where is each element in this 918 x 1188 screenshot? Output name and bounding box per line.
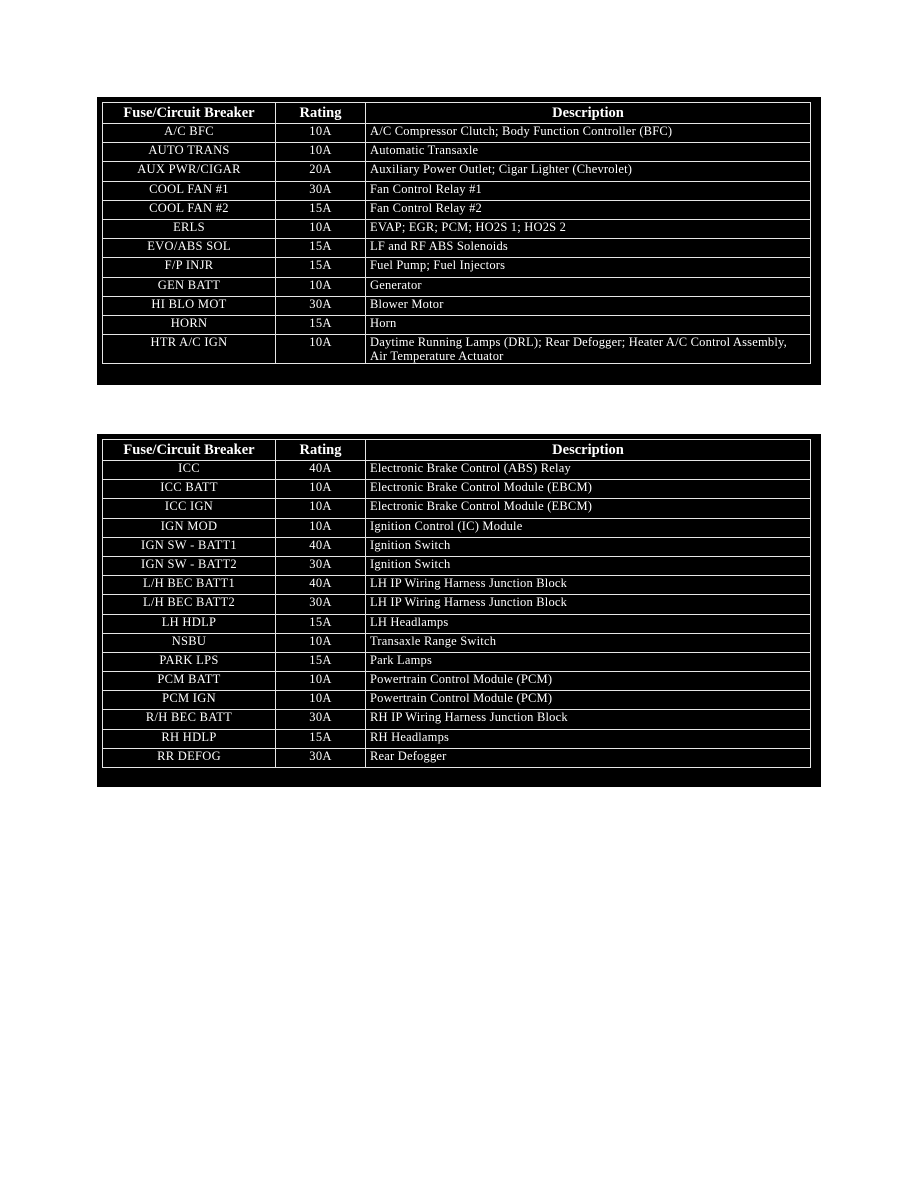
fuse-table-1 — [97, 97, 821, 385]
fuse-name-cell: F/P INJR — [103, 258, 276, 277]
fuse-name-cell: ICC BATT — [103, 480, 276, 499]
table-row — [103, 219, 811, 238]
description-cell: Generator — [366, 277, 811, 296]
table-row — [103, 461, 811, 480]
rating-cell: 10A — [276, 499, 366, 518]
description-cell: Auxiliary Power Outlet; Cigar Lighter (Chevrolet) — [366, 162, 811, 181]
column-header-description: Description — [366, 103, 811, 124]
fuse-name-cell: R/H BEC BATT — [103, 710, 276, 729]
table-row — [103, 710, 811, 729]
rating-cell: 20A — [276, 162, 366, 181]
table-row — [103, 691, 811, 710]
fuse-name-cell: HI BLO MOT — [103, 296, 276, 315]
column-header-fuse: Fuse/Circuit Breaker — [103, 440, 276, 461]
fuse-name-cell: ICC IGN — [103, 499, 276, 518]
fuse-name-cell: PARK LPS — [103, 652, 276, 671]
rating-cell: 30A — [276, 556, 366, 575]
fuse-name-cell: L/H BEC BATT2 — [103, 595, 276, 614]
fuse-name-cell: RR DEFOG — [103, 748, 276, 767]
table-row — [103, 537, 811, 556]
description-cell: Electronic Brake Control Module (EBCM) — [366, 480, 811, 499]
fuse-name-cell: PCM IGN — [103, 691, 276, 710]
fuse-name-cell: ICC — [103, 461, 276, 480]
description-cell: Electronic Brake Control Module (EBCM) — [366, 499, 811, 518]
fuse-name-cell: RH HDLP — [103, 729, 276, 748]
rating-cell: 10A — [276, 143, 366, 162]
table-row — [103, 277, 811, 296]
fuse-name-cell: PCM BATT — [103, 672, 276, 691]
rating-cell: 15A — [276, 315, 366, 334]
fuse-name-cell: L/H BEC BATT1 — [103, 576, 276, 595]
fuse-name-cell: COOL FAN #1 — [103, 181, 276, 200]
fuse-name-cell: AUTO TRANS — [103, 143, 276, 162]
fuse-name-cell: COOL FAN #2 — [103, 200, 276, 219]
table-row — [103, 748, 811, 767]
description-cell: RH IP Wiring Harness Junction Block — [366, 710, 811, 729]
rating-cell: 10A — [276, 518, 366, 537]
fuse-name-cell: HORN — [103, 315, 276, 334]
column-header-rating: Rating — [276, 103, 366, 124]
description-cell: Daytime Running Lamps (DRL); Rear Defogger; Heater A/C Control Assembly, Air Temperature Actuator — [366, 335, 811, 364]
table-header-row — [103, 103, 811, 124]
table-row — [103, 672, 811, 691]
fuse-name-cell: HTR A/C IGN — [103, 335, 276, 364]
rating-cell: 10A — [276, 691, 366, 710]
fuse-name-cell: ERLS — [103, 219, 276, 238]
fuse-name-cell: IGN SW - BATT2 — [103, 556, 276, 575]
fuse-name-cell: IGN SW - BATT1 — [103, 537, 276, 556]
description-cell: Powertrain Control Module (PCM) — [366, 691, 811, 710]
rating-cell: 10A — [276, 633, 366, 652]
rating-cell: 15A — [276, 729, 366, 748]
rating-cell: 10A — [276, 335, 366, 364]
rating-cell: 15A — [276, 200, 366, 219]
description-cell: LF and RF ABS Solenoids — [366, 239, 811, 258]
description-cell: Fan Control Relay #1 — [366, 181, 811, 200]
table-row — [103, 296, 811, 315]
description-cell: Park Lamps — [366, 652, 811, 671]
fuse-name-cell: A/C BFC — [103, 124, 276, 143]
fuse-table-2-grid — [102, 439, 811, 768]
rating-cell: 30A — [276, 181, 366, 200]
description-cell: Transaxle Range Switch — [366, 633, 811, 652]
table-row — [103, 335, 811, 364]
table-row — [103, 556, 811, 575]
description-cell: Powertrain Control Module (PCM) — [366, 672, 811, 691]
rating-cell: 40A — [276, 461, 366, 480]
description-cell: EVAP; EGR; PCM; HO2S 1; HO2S 2 — [366, 219, 811, 238]
rating-cell: 30A — [276, 710, 366, 729]
table-row — [103, 162, 811, 181]
rating-cell: 30A — [276, 595, 366, 614]
rating-cell: 10A — [276, 480, 366, 499]
rating-cell: 30A — [276, 296, 366, 315]
table-row — [103, 518, 811, 537]
description-cell: A/C Compressor Clutch; Body Function Controller (BFC) — [366, 124, 811, 143]
description-cell: RH Headlamps — [366, 729, 811, 748]
table-row — [103, 181, 811, 200]
description-cell: Rear Defogger — [366, 748, 811, 767]
table-row — [103, 200, 811, 219]
rating-cell: 15A — [276, 239, 366, 258]
table-row — [103, 239, 811, 258]
description-cell: Electronic Brake Control (ABS) Relay — [366, 461, 811, 480]
column-header-fuse: Fuse/Circuit Breaker — [103, 103, 276, 124]
table-row — [103, 614, 811, 633]
rating-cell: 10A — [276, 672, 366, 691]
fuse-name-cell: EVO/ABS SOL — [103, 239, 276, 258]
description-cell: LH IP Wiring Harness Junction Block — [366, 595, 811, 614]
rating-cell: 10A — [276, 124, 366, 143]
column-header-rating: Rating — [276, 440, 366, 461]
description-cell: LH IP Wiring Harness Junction Block — [366, 576, 811, 595]
fuse-table-2 — [97, 434, 821, 787]
rating-cell: 15A — [276, 652, 366, 671]
table-row — [103, 499, 811, 518]
fuse-name-cell: AUX PWR/CIGAR — [103, 162, 276, 181]
rating-cell: 10A — [276, 219, 366, 238]
description-cell: Fuel Pump; Fuel Injectors — [366, 258, 811, 277]
table-row — [103, 633, 811, 652]
rating-cell: 15A — [276, 614, 366, 633]
rating-cell: 15A — [276, 258, 366, 277]
fuse-name-cell: LH HDLP — [103, 614, 276, 633]
rating-cell: 30A — [276, 748, 366, 767]
rating-cell: 40A — [276, 537, 366, 556]
fuse-table-1-grid — [102, 102, 811, 364]
table-row — [103, 315, 811, 334]
description-cell: Horn — [366, 315, 811, 334]
description-cell: Fan Control Relay #2 — [366, 200, 811, 219]
table-row — [103, 576, 811, 595]
fuse-name-cell: NSBU — [103, 633, 276, 652]
table-row — [103, 595, 811, 614]
table-row — [103, 729, 811, 748]
table-header-row — [103, 440, 811, 461]
fuse-name-cell: GEN BATT — [103, 277, 276, 296]
fuse-name-cell: IGN MOD — [103, 518, 276, 537]
table-row — [103, 143, 811, 162]
column-header-description: Description — [366, 440, 811, 461]
description-cell: Blower Motor — [366, 296, 811, 315]
description-cell: Ignition Switch — [366, 537, 811, 556]
description-cell: Ignition Switch — [366, 556, 811, 575]
description-cell: Ignition Control (IC) Module — [366, 518, 811, 537]
description-cell: LH Headlamps — [366, 614, 811, 633]
rating-cell: 10A — [276, 277, 366, 296]
table-row — [103, 480, 811, 499]
rating-cell: 40A — [276, 576, 366, 595]
table-row — [103, 652, 811, 671]
description-cell: Automatic Transaxle — [366, 143, 811, 162]
table-row — [103, 258, 811, 277]
table-row — [103, 124, 811, 143]
